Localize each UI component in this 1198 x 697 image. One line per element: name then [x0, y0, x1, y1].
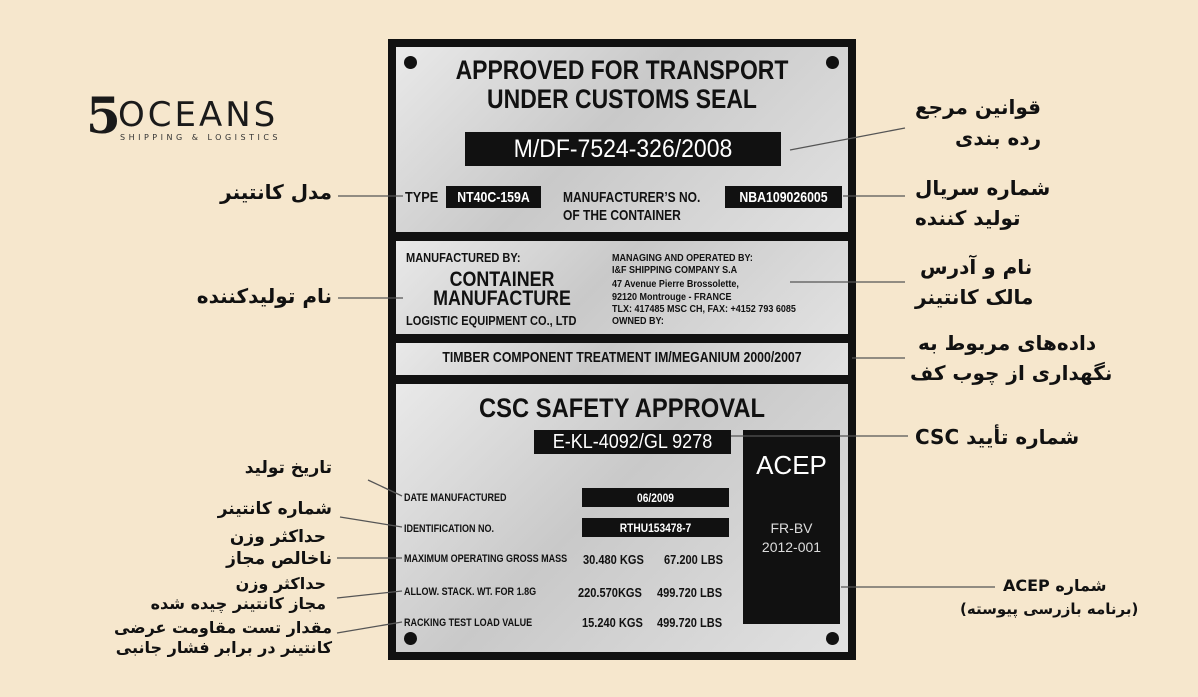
type-value: NT40C-159A: [457, 189, 530, 206]
label-container-model: مدل کانتینر: [220, 180, 332, 204]
label-acep-1: شماره ACEP: [1003, 576, 1107, 595]
label-csc-number: شماره تأیید CSC: [915, 425, 1080, 449]
timber-treatment: TIMBER COMPONENT TREATMENT IM/MEGANIUM 2000/2007: [442, 349, 802, 366]
label-mfg-date: تاریخ تولید: [244, 458, 332, 478]
operator-line-1: I&F SHIPPING COMPANY S.A: [612, 265, 738, 276]
row-lbs-gross: 67.200 LBS: [664, 552, 723, 567]
mfr-no-value: NBA109026005: [739, 189, 828, 206]
operator-line-2: 47 Avenue Pierre Brossolette,: [612, 279, 739, 290]
label-reference-rules-1: قوانین مرجع: [915, 95, 1042, 119]
csc-code: E-KL-4092/GL 9278: [552, 431, 713, 453]
label-container-number: شماره کانتینر: [217, 499, 332, 519]
label-acep-2: (برنامه بازرسی پیوسته): [960, 600, 1139, 618]
logo-wordmark: OCEANS: [118, 95, 279, 135]
manufacturer-company: LOGISTIC EQUIPMENT CO., LTD: [406, 313, 577, 328]
mfr-no-label-1: MANUFACTURER’S NO.: [563, 189, 701, 206]
acep-title: ACEP: [756, 450, 827, 480]
label-stack-1: حداکثر وزن: [235, 574, 326, 593]
plate-title-line2: UNDER CUSTOMS SEAL: [487, 84, 757, 114]
logo-number: 5: [86, 86, 121, 145]
row-kg-stack: 220.570KGS: [578, 585, 642, 600]
logo-tagline: SHIPPING & LOGISTICS: [120, 133, 281, 142]
acep-line-2: 2012-001: [761, 539, 822, 555]
label-racking-2: کانتینر در برابر فشار جانبی: [115, 638, 332, 657]
label-racking-1: مقدار تست مقاومت عرضی: [113, 618, 332, 637]
row-label-date: DATE MANUFACTURED: [404, 492, 507, 504]
label-max-gross-2: ناخالص مجاز: [226, 549, 332, 569]
label-timber-2: نگهداری از چوب کف: [910, 361, 1113, 385]
label-timber-1: داده‌های مربوط به: [918, 331, 1097, 355]
label-serial-1: شماره سریال: [915, 176, 1051, 200]
leader-date: [368, 480, 402, 496]
manufactured-by-label: MANUFACTURED BY:: [406, 250, 521, 265]
row-lbs-stack: 499.720 LBS: [657, 585, 723, 600]
label-reference-rules-2: رده بندی: [955, 126, 1042, 150]
leader-reference-rules: [790, 128, 905, 150]
leader-racking: [337, 622, 402, 633]
csc-title: CSC SAFETY APPROVAL: [478, 393, 766, 423]
manufacturer-name-1: CONTAINER: [449, 268, 555, 291]
operator-label: MANAGING AND OPERATED BY:: [612, 253, 753, 264]
label-manufacturer-name: نام تولیدکننده: [196, 284, 332, 308]
row-label-stack: ALLOW. STACK. WT. FOR 1.8G: [404, 586, 537, 598]
row-label-id: IDENTIFICATION NO.: [404, 523, 495, 535]
row-label-racking: RACKING TEST LOAD VALUE: [404, 617, 533, 629]
row-label-gross: MAXIMUM OPERATING GROSS MASS: [404, 553, 568, 565]
mfr-no-label-2: OF THE CONTAINER: [563, 207, 681, 224]
manufacturer-name-2: MANUFACTURE: [433, 287, 571, 310]
leader-stack: [337, 591, 402, 598]
plate-title-line1: APPROVED FOR TRANSPORT: [455, 55, 789, 85]
approval-code: M/DF-7524-326/2008: [513, 135, 733, 163]
leader-identification: [340, 517, 402, 527]
row-lbs-racking: 499.720 LBS: [657, 615, 723, 630]
type-label: TYPE: [405, 189, 439, 206]
label-owner-2: مالک کانتینر: [915, 285, 1034, 309]
operator-line-4: TLX: 417485 MSC CH, FAX: +4152 793 6085: [612, 304, 796, 315]
operator-line-3: 92120 Montrouge - FRANCE: [612, 292, 732, 303]
label-serial-2: تولید کننده: [915, 206, 1021, 230]
label-stack-2: مجاز کانتینر چیده شده: [150, 594, 326, 613]
row-kg-gross: 30.480 KGS: [583, 552, 644, 567]
operator-line-5: OWNED BY:: [612, 316, 664, 327]
label-owner-1: نام و آدرس: [920, 255, 1033, 279]
label-max-gross-1: حداکثر وزن: [229, 527, 326, 547]
acep-line-1: FR-BV: [770, 520, 813, 536]
row-value-date: 06/2009: [637, 491, 674, 505]
row-kg-racking: 15.240 KGS: [582, 615, 643, 630]
row-value-id: RTHU153478-7: [619, 521, 692, 535]
